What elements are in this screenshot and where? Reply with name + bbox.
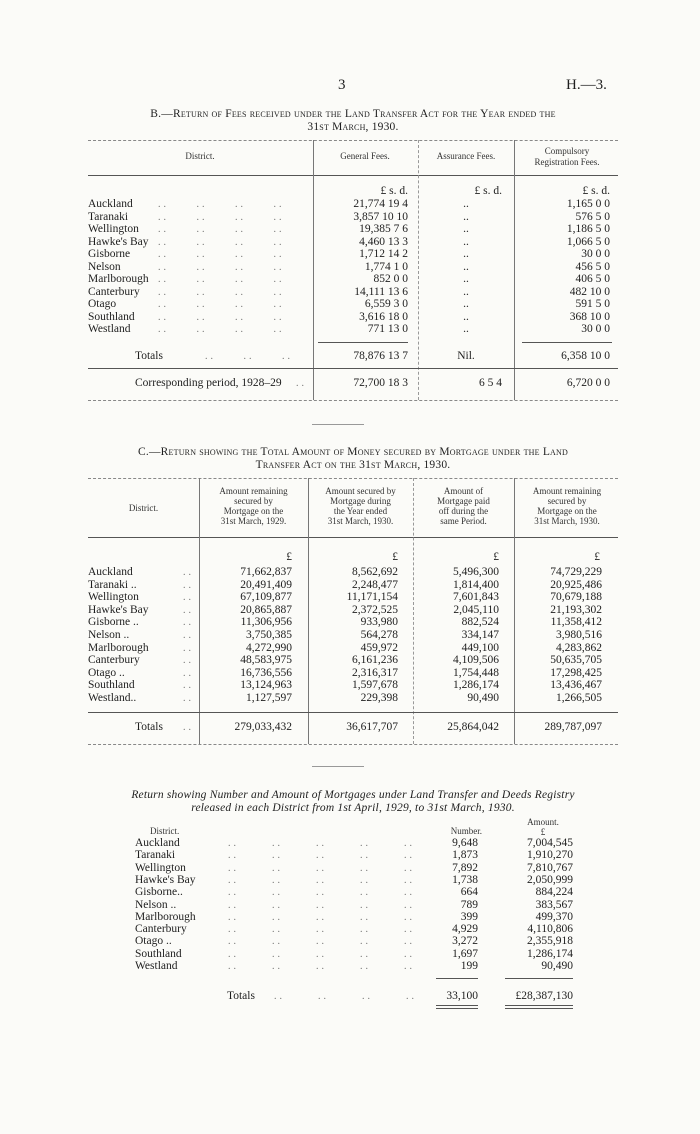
section-c-remaining-1930: 4,283,862: [556, 641, 602, 654]
section-c-leader-dots: ..: [183, 604, 194, 616]
section-b-leader-dots: .. .. .. ..: [158, 236, 285, 248]
section-b-general-fees: 771 13 0: [367, 323, 408, 335]
section-c-header-line: Mortgage paid: [437, 496, 490, 506]
section-c-secured-during-year: 459,972: [360, 641, 398, 654]
section-c-remaining-1929: 3,750,385: [246, 629, 292, 641]
section-b-assurance-fees: ..: [463, 210, 469, 223]
section-c-header-line: secured by: [234, 496, 273, 506]
section-b-corresponding-general: 72,700 18 3: [353, 377, 408, 389]
section-c-paid-off: 1,754,448: [453, 666, 499, 679]
section-d-double-rule-amount-2: [505, 1008, 573, 1009]
section-b-assurance-fees: ..: [463, 323, 469, 335]
section-c-unit-1: £: [286, 551, 292, 563]
section-d-double-rule-amount-1: [505, 1005, 573, 1006]
section-c-unit-3: £: [493, 551, 499, 563]
section-c-divider-2: [308, 478, 309, 744]
section-c-leader-dots: ..: [183, 617, 194, 629]
section-c-header-line: Amount of: [443, 486, 484, 496]
section-c-header-line: 31st March, 1930.: [534, 516, 600, 526]
section-d-number: 7,892: [452, 861, 478, 874]
section-c-totals-c2: 36,617,707: [346, 721, 398, 733]
section-b-general-fees: 4,460 13 3: [359, 235, 408, 248]
section-b-general-fees: 1,774 1 0: [364, 260, 408, 273]
section-b-assurance-fees: ..: [463, 285, 469, 298]
section-c-district: Southland: [88, 679, 135, 692]
section-d-district: Wellington: [135, 861, 186, 874]
section-c-paid-off: 449,100: [461, 641, 499, 654]
section-c-leader-dots: ..: [183, 630, 194, 641]
section-b-corresponding-dots: ..: [296, 378, 307, 389]
section-c-leader-dots: ..: [183, 592, 194, 604]
section-d-amount: 2,050,999: [527, 873, 573, 886]
section-c-district: Westland..: [88, 692, 137, 704]
section-b-corresponding-rule: [88, 368, 618, 369]
section-d-district: Southland: [135, 947, 182, 960]
section-c-leader-dots: ..: [183, 693, 194, 704]
section-c-district: Hawke's Bay: [88, 603, 149, 616]
section-d-number: 1,697: [452, 947, 478, 960]
section-c-header-paid-off: [415, 486, 512, 526]
section-b-compulsory-fees: 482 10 0: [569, 285, 610, 298]
section-b-district: Southland: [88, 310, 135, 323]
section-c-leader-dots: ..: [183, 655, 194, 667]
section-c-district: Gisborne ..: [88, 616, 139, 629]
section-d-district: Gisborne..: [135, 886, 183, 899]
section-c-header-remaining-1929: [201, 486, 306, 526]
section-c-remaining-1930: 74,729,229: [550, 566, 602, 578]
section-b-district: Auckland: [88, 198, 133, 210]
section-d-header-amount-unit: £: [540, 827, 546, 837]
section-d-district: Hawke's Bay: [135, 873, 196, 886]
section-c-header-line: Mortgage during: [330, 496, 391, 506]
section-d-leader-dots: .. .. .. .. ..: [228, 961, 415, 972]
section-c-title-line1: C.—Return showing the Total Amount of Money secured by Mortgage under the Land: [138, 446, 568, 458]
section-b-general-fees: 19,385 7 6: [359, 223, 408, 235]
section-c-totals-c3: 25,864,042: [447, 721, 499, 733]
section-b-compulsory-fees: 1,066 5 0: [566, 235, 610, 248]
section-c-divider-1: [199, 478, 200, 744]
section-d-amount: 499,370: [535, 910, 573, 923]
section-d-leader-dots: .. .. .. .. ..: [228, 924, 415, 936]
document-code: H.—3.: [566, 77, 607, 93]
section-c-header-line: secured by: [547, 496, 587, 506]
section-b-header-compulsory-2: Registration Fees.: [534, 157, 600, 167]
section-d-district: Otago ..: [135, 935, 172, 948]
section-b-district: Otago: [88, 298, 117, 310]
section-c-secured-during-year: 933,980: [360, 616, 398, 629]
section-c-header-line: Mortgage on the: [223, 506, 284, 516]
section-b-header-compulsory-1: Compulsory: [544, 146, 590, 156]
section-c-totals-c4: 289,787,097: [544, 721, 602, 733]
section-d-sum-rule-amount: [505, 978, 573, 979]
section-d-number: 4,929: [452, 923, 478, 936]
section-c-header-line: the Year ended: [333, 506, 388, 516]
section-c-top-rule: [88, 478, 618, 479]
section-c-paid-off: 7,601,843: [453, 591, 499, 604]
section-b-district: Nelson: [88, 260, 121, 273]
section-b-leader-dots: .. .. .. ..: [158, 286, 285, 298]
section-c-header-line: Mortgage on the: [537, 506, 597, 516]
section-b-leader-dots: .. .. .. ..: [158, 261, 285, 273]
section-d-district: Nelson ..: [135, 898, 177, 911]
section-c-paid-off: 5,496,300: [453, 566, 499, 578]
section-b-totals-dots: .. .. ..: [205, 351, 293, 362]
section-b-title-line1: B.—Return of Fees received under the Land Transfer Act for the Year ended the: [150, 108, 556, 120]
section-d-header-amount: Amount.: [527, 817, 559, 827]
section-b-assurance-fees: ..: [463, 260, 469, 273]
section-c-paid-off: 1,286,174: [453, 679, 499, 692]
section-c-secured-during-year: 2,372,525: [352, 603, 398, 616]
section-c-remaining-1930: 50,635,705: [550, 654, 602, 667]
section-b-unit-compulsory: £ s. d.: [582, 185, 610, 197]
section-b-corresponding-assurance: 6 5 4: [479, 377, 502, 389]
section-b-compulsory-fees: 406 5 0: [575, 273, 610, 285]
section-d-double-rule-number-2: [436, 1008, 478, 1009]
section-b-totals-assurance: Nil.: [457, 350, 475, 362]
section-c-paid-off: 882,524: [461, 616, 499, 629]
section-c-header-line: 31st March, 1930.: [327, 516, 394, 526]
section-b-district: Wellington: [88, 223, 139, 235]
section-c-bottom-rule: [88, 744, 618, 745]
section-c-leader-dots: ..: [183, 579, 194, 591]
section-b-compulsory-fees: 1,186 5 0: [566, 223, 610, 235]
section-c-totals-c1: 279,033,432: [234, 721, 292, 733]
section-c-remaining-1930: 11,358,412: [550, 616, 602, 629]
section-c-paid-off: 334,147: [461, 629, 499, 641]
section-b-header-district: District.: [185, 151, 215, 161]
section-d-number: 664: [460, 886, 478, 899]
section-c-district: Taranaki ..: [88, 578, 137, 591]
section-d-district: Auckland: [135, 837, 180, 849]
section-d-title-line2: released in each District from 1st April, 1929, to 31st March, 1930.: [191, 802, 515, 814]
section-d-district: Marlborough: [135, 910, 196, 923]
section-c-remaining-1929: 11,306,956: [240, 616, 292, 629]
section-b-compulsory-fees: 591 5 0: [575, 298, 610, 310]
section-d-totals-amount: £28,387,130: [515, 990, 573, 1002]
section-c-district: Nelson ..: [88, 629, 130, 641]
section-b-divider-3: [514, 140, 515, 400]
page-number: 3: [338, 77, 346, 93]
section-c-remaining-1930: 1,266,505: [556, 692, 602, 704]
section-c-district: Canterbury: [88, 654, 140, 667]
section-d-number: 789: [460, 898, 478, 911]
section-c-district: Otago ..: [88, 666, 125, 679]
section-b-leader-dots: .. .. .. ..: [158, 211, 285, 223]
section-c-header-line: off during the: [438, 506, 489, 516]
section-b-compulsory-fees: 30 0 0: [581, 248, 610, 260]
section-c-remaining-1930: 70,679,188: [550, 591, 602, 604]
section-b-unit-assurance: £ s. d.: [474, 185, 502, 197]
section-c-header-secured-during-year: [310, 486, 411, 526]
section-d-totals-number: 33,100: [446, 990, 478, 1002]
section-c-leader-dots: ..: [183, 680, 194, 692]
section-c-remaining-1929: 20,491,409: [240, 578, 292, 591]
section-b-top-rule: [88, 140, 618, 141]
section-c-remaining-1930: 21,193,302: [550, 603, 602, 616]
section-c-header-line: Amount remaining: [219, 486, 288, 496]
section-d-sum-rule-number: [436, 978, 478, 979]
section-b-assurance-fees: ..: [463, 273, 469, 285]
section-d-leader-dots: .. .. .. .. ..: [228, 874, 415, 886]
section-c-totals-dots: ..: [183, 722, 194, 733]
section-c-totals-rule: [88, 712, 618, 713]
section-c-remaining-1929: 16,736,556: [240, 666, 292, 679]
section-c-remaining-1929: 4,272,990: [246, 641, 292, 654]
section-c-district: Wellington: [88, 591, 139, 604]
section-d-amount: 2,355,918: [527, 935, 573, 948]
section-d-totals-label: Totals: [227, 990, 255, 1002]
section-c-header-district: District.: [128, 503, 159, 513]
section-c-secured-during-year: 2,316,317: [352, 666, 398, 679]
section-c-secured-during-year: 8,562,692: [352, 566, 398, 578]
section-c-paid-off: 90,490: [467, 692, 499, 704]
section-b-district: Gisborne: [88, 248, 131, 260]
section-d-totals-dots: .. .. .. ..: [274, 991, 417, 1002]
section-b-general-fees: 3,616 18 0: [359, 310, 408, 323]
section-b-corresponding-compulsory: 6,720 0 0: [566, 377, 610, 389]
section-d-header-district: District.: [150, 826, 180, 836]
section-c-leader-dots: ..: [183, 642, 194, 654]
section-d-district: Taranaki: [135, 849, 176, 862]
section-c-district: Auckland: [88, 566, 133, 578]
section-c-leader-dots: ..: [183, 567, 194, 578]
section-d-amount: 884,224: [535, 886, 573, 899]
section-c-remaining-1930: 3,980,516: [556, 629, 602, 641]
section-d-district: Canterbury: [135, 923, 187, 936]
section-b-general-fees: 14,111 13 6: [354, 285, 408, 298]
separator-1: [312, 424, 364, 425]
section-d-number: 1,873: [452, 849, 478, 862]
section-b-compulsory-fees: 576 5 0: [575, 210, 610, 223]
separator-2: [312, 766, 364, 767]
section-d-number: 3,272: [452, 935, 478, 948]
section-c-remaining-1929: 13,124,963: [240, 679, 292, 692]
section-b-district: Westland: [88, 323, 131, 335]
section-d-amount: 7,004,545: [527, 837, 573, 849]
section-d-header-number: Number.: [450, 826, 482, 836]
section-b-totals-compulsory: 6,358 10 0: [561, 350, 610, 362]
section-c-secured-during-year: 6,161,236: [352, 654, 398, 667]
section-c-header-line: Amount remaining: [532, 486, 602, 496]
section-c-remaining-1929: 71,662,837: [240, 566, 292, 578]
section-d-number: 1,738: [452, 873, 478, 886]
section-b-leader-dots: .. .. .. ..: [158, 249, 285, 260]
section-b-header-general: General Fees.: [340, 151, 390, 161]
section-b-district: Marlborough: [88, 273, 149, 285]
section-d-leader-dots: .. .. .. .. ..: [228, 936, 415, 948]
section-b-district: Canterbury: [88, 285, 140, 298]
section-b-divider-1: [313, 140, 314, 400]
section-b-district: Hawke's Bay: [88, 235, 149, 248]
section-c-totals-label: Totals: [135, 721, 163, 733]
section-b-leader-dots: .. .. .. ..: [158, 299, 285, 310]
section-d-number: 9,648: [452, 837, 478, 849]
section-b-totals-general: 78,876 13 7: [353, 350, 408, 362]
section-b-bottom-rule: [88, 400, 618, 401]
section-c-secured-during-year: 11,171,154: [346, 591, 398, 604]
section-b-general-fees: 852 0 0: [373, 273, 408, 285]
section-b-sum-rule-compulsory: [522, 342, 612, 343]
section-c-header-line: 31st March, 1929.: [220, 516, 287, 526]
section-c-remaining-1929: 67,109,877: [240, 591, 292, 604]
section-d-leader-dots: .. .. .. .. ..: [228, 887, 415, 899]
section-b-compulsory-fees: 30 0 0: [581, 323, 610, 335]
section-b-leader-dots: .. .. .. ..: [158, 224, 285, 235]
section-b-totals-label: Totals: [135, 350, 163, 362]
section-d-amount: 1,910,270: [527, 849, 573, 862]
section-b-assurance-fees: ..: [463, 298, 469, 310]
section-d-leader-dots: .. .. .. .. ..: [228, 850, 415, 862]
section-b-header-rule: [88, 175, 618, 176]
section-b-general-fees: 21,774 19 4: [353, 198, 408, 210]
section-c-leader-dots: ..: [183, 667, 194, 679]
section-d-amount: 4,110,806: [527, 923, 573, 936]
section-c-remaining-1930: 13,436,467: [550, 679, 602, 692]
section-c-secured-during-year: 564,278: [360, 629, 398, 641]
section-b-compulsory-fees: 456 5 0: [575, 260, 610, 273]
section-c-remaining-1930: 17,298,425: [550, 666, 602, 679]
section-c-header-remaining-1930: [516, 486, 618, 526]
section-d-leader-dots: .. .. .. .. ..: [228, 899, 415, 911]
section-c-remaining-1929: 20,865,887: [240, 603, 292, 616]
section-c-remaining-1929: 1,127,597: [246, 692, 292, 704]
section-d-number: 199: [460, 960, 478, 972]
section-d-leader-dots: .. .. .. .. ..: [228, 838, 415, 849]
section-c-secured-during-year: 229,398: [360, 692, 398, 704]
section-c-paid-off: 1,814,400: [453, 578, 499, 591]
section-b-compulsory-fees: 1,165 0 0: [566, 198, 610, 210]
section-b-leader-dots: .. .. .. ..: [158, 324, 285, 335]
section-c-paid-off: 2,045,110: [453, 603, 499, 616]
section-b-unit-general: £ s. d.: [380, 185, 408, 197]
section-b-divider-2: [418, 140, 419, 400]
section-d-district: Westland: [135, 960, 178, 972]
section-d-amount: 383,567: [535, 898, 573, 911]
section-d-double-rule-number-1: [436, 1005, 478, 1006]
section-d-number: 399: [460, 910, 478, 923]
section-b-title-line2: 31st March, 1930.: [307, 121, 399, 133]
section-d-leader-dots: .. .. .. .. ..: [228, 911, 415, 923]
section-d-amount: 7,810,767: [527, 861, 573, 874]
section-b-assurance-fees: ..: [463, 235, 469, 248]
section-c-remaining-1930: 20,925,486: [550, 578, 602, 591]
section-d-amount: 1,286,174: [527, 947, 573, 960]
section-c-unit-4: £: [594, 551, 600, 563]
section-b-compulsory-fees: 368 10 0: [569, 310, 610, 323]
section-c-district: Marlborough: [88, 641, 149, 654]
section-c-header-line: same Period.: [440, 516, 487, 526]
section-c-secured-during-year: 2,248,477: [352, 578, 398, 591]
section-b-assurance-fees: ..: [463, 248, 469, 260]
section-c-header-line: Amount secured by: [325, 486, 396, 496]
section-b-general-fees: 6,559 3 0: [364, 298, 408, 310]
section-c-remaining-1929: 48,583,975: [240, 654, 292, 667]
section-c-title-line2: Transfer Act on the 31st March, 1930.: [255, 459, 451, 471]
section-b-leader-dots: .. .. .. ..: [158, 199, 285, 210]
section-b-assurance-fees: ..: [463, 223, 469, 235]
section-b-header-assurance: Assurance Fees.: [436, 151, 496, 161]
section-c-paid-off: 4,109,506: [453, 654, 499, 667]
section-b-general-fees: 1,712 14 2: [359, 248, 408, 260]
section-b-general-fees: 3,857 10 10: [353, 210, 408, 223]
section-c-unit-2: £: [392, 551, 398, 563]
section-d-leader-dots: .. .. .. .. ..: [228, 948, 415, 960]
section-c-divider-4: [514, 478, 515, 744]
section-c-header-rule: [88, 537, 618, 538]
section-b-leader-dots: .. .. .. ..: [158, 311, 285, 323]
section-b-sum-rule-general: [318, 342, 408, 343]
section-b-district: Taranaki: [88, 210, 129, 223]
section-c-divider-3: [413, 478, 414, 744]
section-b-corresponding-label: Corresponding period, 1928–29: [135, 377, 282, 389]
section-c-secured-during-year: 1,597,678: [352, 679, 398, 692]
section-b-assurance-fees: ..: [463, 198, 469, 210]
section-d-title-line1: Return showing Number and Amount of Mortgages under Land Transfer and Deeds Registry: [131, 789, 575, 801]
section-d-amount: 90,490: [541, 960, 573, 972]
section-b-leader-dots: .. .. .. ..: [158, 274, 285, 285]
section-d-leader-dots: .. .. .. .. ..: [228, 862, 415, 874]
section-b-assurance-fees: ..: [463, 310, 469, 323]
